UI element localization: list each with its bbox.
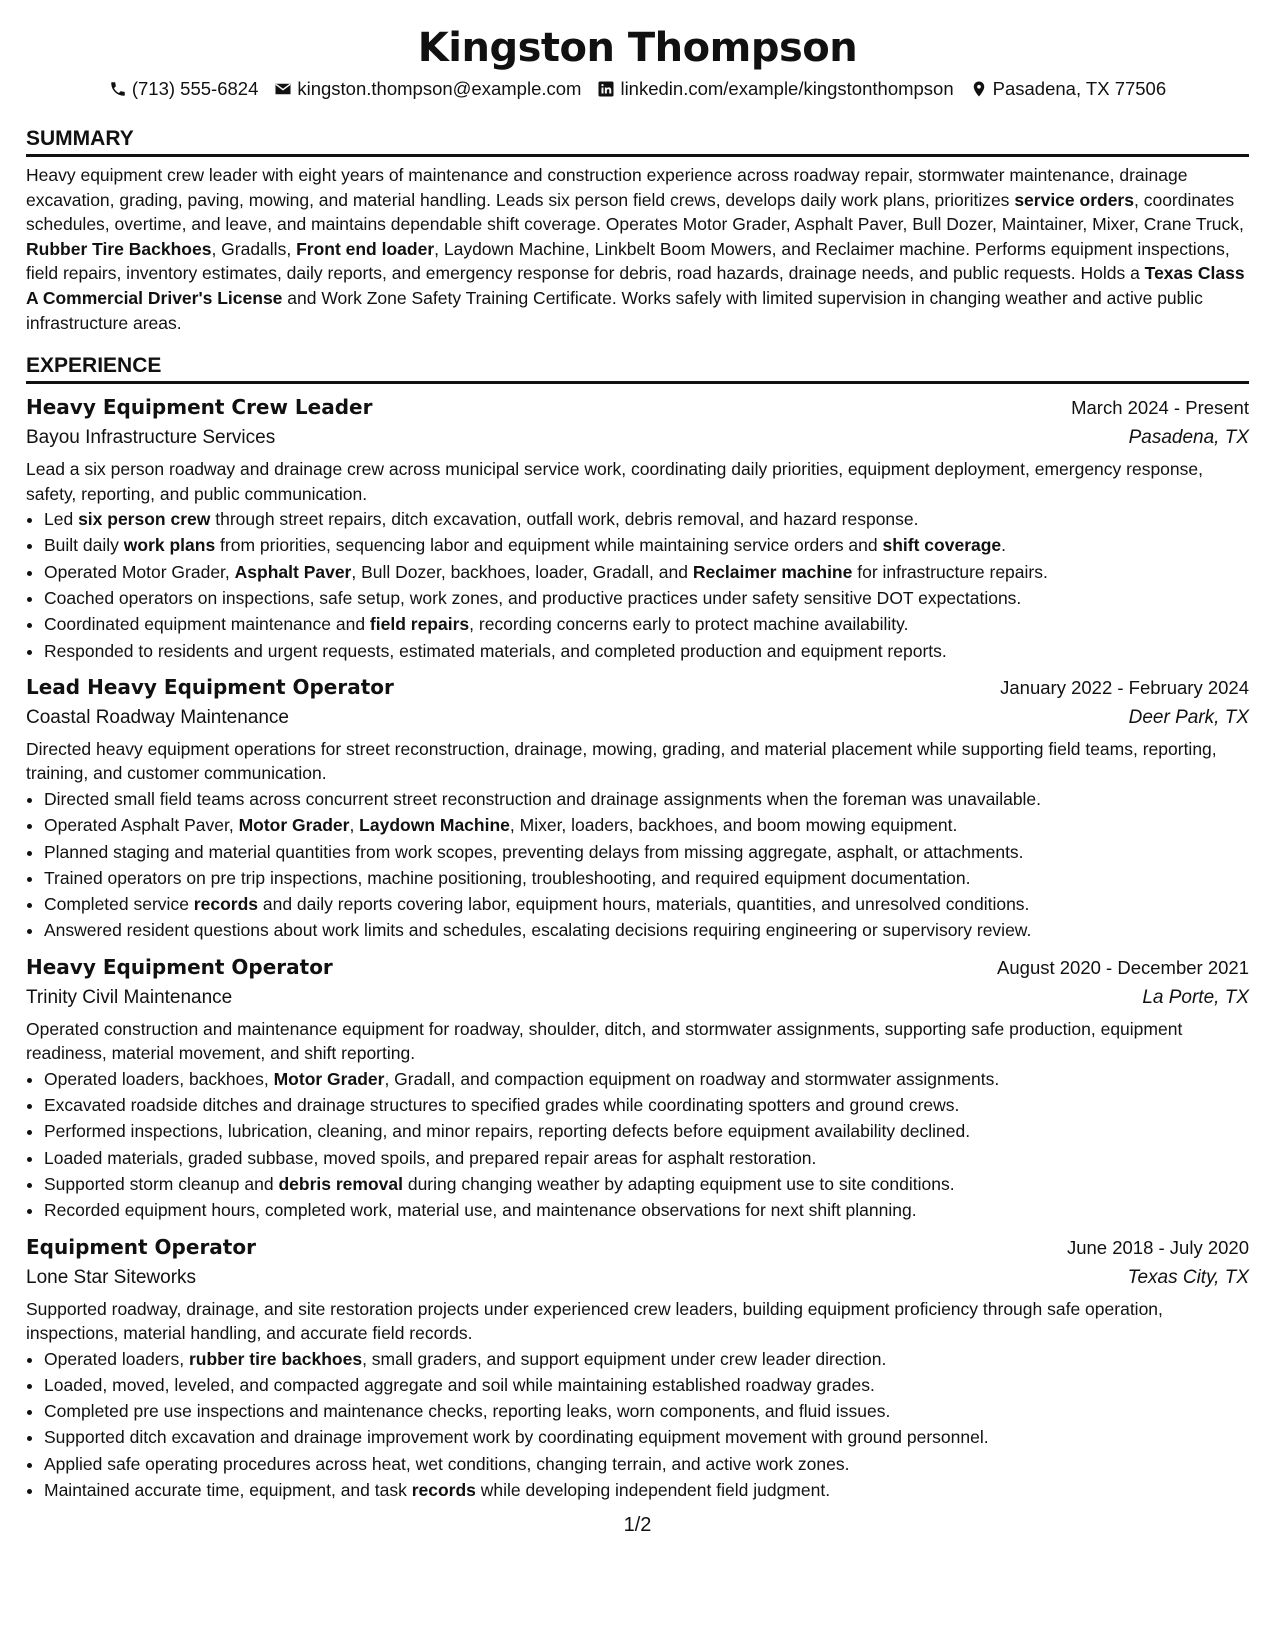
job-header (26, 1232, 1249, 1263)
job-header (26, 952, 1249, 983)
job-header (26, 672, 1249, 703)
job-subheader (26, 983, 1249, 1013)
bullet-item: • Operated Asphalt Paver, Motor Grader, Laydown Machine, Mixer, loaders, backhoes, and boom mowing equipment. (44, 812, 1249, 838)
contact-location (970, 76, 1167, 102)
job-bullets (26, 506, 1249, 664)
bullet-item: • Operated loaders, backhoes, Motor Grader, Gradall, and compaction equipment on roadway and stormwater assignments. (44, 1066, 1249, 1092)
job-company: Lone Star Siteworks (26, 1266, 197, 1288)
bold-keyword: field repairs (369, 614, 470, 635)
job-location: Pasadena, TX (1128, 427, 1249, 449)
bullet-item: • Led six person crew through street repairs, ditch excavation, outfall work, debris removal, and hazard response. (44, 506, 1249, 532)
job-bullets (26, 786, 1249, 944)
bullet-item: • Excavated roadside ditches and drainage structures to specified grades while coordinating spotters and ground crews. (44, 1092, 1249, 1118)
job-title: Equipment Operator (26, 1234, 256, 1259)
bullet-item: • Supported ditch excavation and drainage improvement work by coordinating equipment movement with ground personnel. (44, 1424, 1249, 1450)
experience-list (26, 392, 1249, 1503)
summary-paragraph: Heavy equipment crew leader with eight years of maintenance and construction experience across roadway repair, stormwater maintenance, drainage excavation, grading, paving, mowing, and material handling. Leads six person field crews, develops daily work plans, prioritizes service orders, coordinates schedules, overtime, and leave, and maintains dependable shift coverage. Operates Motor Grader, Asphalt Paver, Bull Dozer, Maintainer, Mixer, Crane Truck, Rubber Tire Backhoes, Gradalls, Front end loader, Laydown Machine, Linkbelt Boom Mowers, and Reclaimer machine. Performs equipment inspections, field repairs, inventory estimates, daily reports, and emergency response for debris, road hazards, drainage needs, and public requests. Holds a Texas Class A Commercial Driver's License and Work Zone Safety Training Certificate. Works safely with limited supervision in changing weather and active public infrastructure areas. (26, 165, 1245, 333)
job-description: Directed heavy equipment operations for street reconstruction, drainage, mowing, grading, and material placement while supporting field teams, reporting, training, and customer communication. (26, 738, 1217, 784)
job-bullets (26, 1346, 1249, 1504)
bullet-item: • Completed pre use inspections and maintenance checks, reporting leaks, worn components, and fluid issues. (44, 1398, 1249, 1424)
bullet-item: • Maintained accurate time, equipment, and task records while developing independent field judgment. (44, 1477, 1249, 1503)
bold-keyword: Reclaimer machine (692, 561, 853, 582)
bold-keyword: shift coverage (882, 535, 1002, 556)
job-description: Supported roadway, drainage, and site restoration projects under experienced crew leaders, building equipment proficiency through safe operation, inspections, material handling, and accurate field records. (26, 1298, 1163, 1343)
bold-keyword: Motor Grader (273, 1068, 385, 1089)
bullet-item: • Coached operators on inspections, safe setup, work zones, and productive practices under safety sensitive DOT expectations. (44, 585, 1249, 611)
bullet-item: • Recorded equipment hours, completed work, material use, and maintenance observations for next shift planning. (44, 1197, 1249, 1223)
job-location: Deer Park, TX (1128, 706, 1249, 728)
bullet-item: • Supported storm cleanup and debris removal during changing weather by adapting equipment use to site conditions. (44, 1171, 1249, 1197)
linkedin-icon (597, 80, 615, 98)
bullet-item: • Directed small field teams across concurrent street reconstruction and drainage assignments when the foreman was unavailable. (44, 786, 1249, 812)
job-location: Texas City, TX (1127, 1266, 1249, 1288)
bold-keyword: work plans (123, 535, 216, 556)
bullet-item: • Completed service records and daily reports covering labor, equipment hours, materials, quantities, and unresolved conditions. (44, 891, 1249, 917)
map-pin-icon (970, 80, 988, 98)
bold-keyword: Laydown Machine (359, 815, 510, 836)
candidate-name: Kingston Thompson (417, 25, 858, 71)
bullet-item: • Built daily work plans from priorities, sequencing labor and equipment while maintaining service orders and shift coverage. (44, 532, 1249, 558)
bold-keyword: records (411, 1479, 476, 1500)
job-bullets (26, 1066, 1249, 1224)
job-company: Bayou Infrastructure Services (26, 427, 276, 449)
bold-keyword: Front end loader (296, 238, 435, 259)
job-subheader (26, 703, 1249, 733)
job-dates: January 2022 - February 2024 (1000, 676, 1249, 698)
bullet-item: • Performed inspections, lubrication, cleaning, and minor repairs, reporting defects before equipment availability declined. (44, 1118, 1249, 1144)
bullet-item: • Loaded, moved, leveled, and compacted aggregate and soil while maintaining established roadway grades. (44, 1372, 1249, 1398)
job-subheader (26, 1263, 1249, 1293)
bullet-item: • Planned staging and material quantities from work scopes, preventing delays from missing aggregate, asphalt, or attachments. (44, 839, 1249, 865)
linkedin-link[interactable]: linkedin.com/example/kingstonthompson (620, 78, 954, 99)
job-title: Lead Heavy Equipment Operator (26, 674, 394, 699)
resume-page (26, 22, 1249, 1503)
bold-keyword: rubber tire backhoes (188, 1348, 363, 1369)
job-header (26, 392, 1249, 423)
page-number: 1/2 (623, 1514, 652, 1536)
bullet-item: • Applied safe operating procedures across heat, wet conditions, changing terrain, and active work zones. (44, 1451, 1249, 1477)
job-description: Operated construction and maintenance equipment for roadway, shoulder, ditch, and stormwater assignments, supporting safe production, equipment readiness, material movement, and shift reporting. (26, 1018, 1183, 1064)
bold-keyword: Motor Grader (238, 815, 350, 836)
email-link[interactable]: kingston.thompson@example.com (297, 78, 582, 99)
bold-keyword: Asphalt Paver (234, 561, 352, 582)
bold-keyword: service orders (1014, 189, 1134, 210)
job-dates: March 2024 - Present (1071, 397, 1249, 419)
job-entry (26, 672, 1249, 944)
envelope-icon (274, 80, 292, 98)
contact-bar (26, 76, 1249, 102)
phone-text: (713) 555-6824 (131, 78, 259, 99)
location-text: Pasadena, TX 77506 (992, 78, 1167, 99)
bullet-item: • Coordinated equipment maintenance and field repairs, recording concerns early to protect machine availability. (44, 611, 1249, 637)
job-entry (26, 1232, 1249, 1504)
job-dates: June 2018 - July 2020 (1066, 1236, 1249, 1258)
contact-phone (109, 76, 259, 102)
bullet-item: • Answered resident questions about work limits and schedules, escalating decisions requiring engineering or supervisory review. (44, 917, 1249, 943)
bold-keyword: debris removal (278, 1173, 403, 1194)
contact-email[interactable] (274, 76, 581, 102)
job-location: La Porte, TX (1142, 986, 1249, 1008)
bold-keyword: records (193, 894, 258, 915)
job-title: Heavy Equipment Crew Leader (26, 395, 373, 420)
experience-heading: EXPERIENCE (26, 343, 1249, 384)
bullet-item: • Responded to residents and urgent requests, estimated materials, and completed production and equipment reports. (44, 638, 1249, 664)
job-description: Lead a six person roadway and drainage crew across municipal service work, coordinating daily priorities, equipment deployment, emergency response, safety, reporting, and public communication. (26, 459, 1203, 504)
bullet-item: • Operated Motor Grader, Asphalt Paver, Bull Dozer, backhoes, loader, Gradall, and Reclaimer machine for infrastructure repairs. (44, 559, 1249, 585)
summary-heading: SUMMARY (26, 116, 1249, 157)
job-entry (26, 392, 1249, 664)
bullet-item: • Loaded materials, graded subbase, moved spoils, and prepared repair areas for asphalt restoration. (44, 1145, 1249, 1171)
job-company: Trinity Civil Maintenance (26, 986, 233, 1008)
job-title: Heavy Equipment Operator (26, 954, 333, 979)
job-entry (26, 952, 1249, 1224)
bullet-item: • Operated loaders, rubber tire backhoes, small graders, and support equipment under crew leader direction. (44, 1346, 1249, 1372)
job-company: Coastal Roadway Maintenance (26, 706, 289, 728)
contact-linkedin[interactable] (597, 76, 953, 102)
job-dates: August 2020 - December 2021 (997, 956, 1249, 978)
bold-keyword: Rubber Tire Backhoes (26, 238, 212, 259)
phone-icon (109, 80, 127, 98)
bold-keyword: Texas Class A Commercial Driver's License (26, 263, 1245, 308)
bold-keyword: six person crew (78, 509, 211, 530)
bullet-item: • Trained operators on pre trip inspections, machine positioning, troubleshooting, and required equipment documentation. (44, 865, 1249, 891)
job-subheader (26, 423, 1249, 453)
